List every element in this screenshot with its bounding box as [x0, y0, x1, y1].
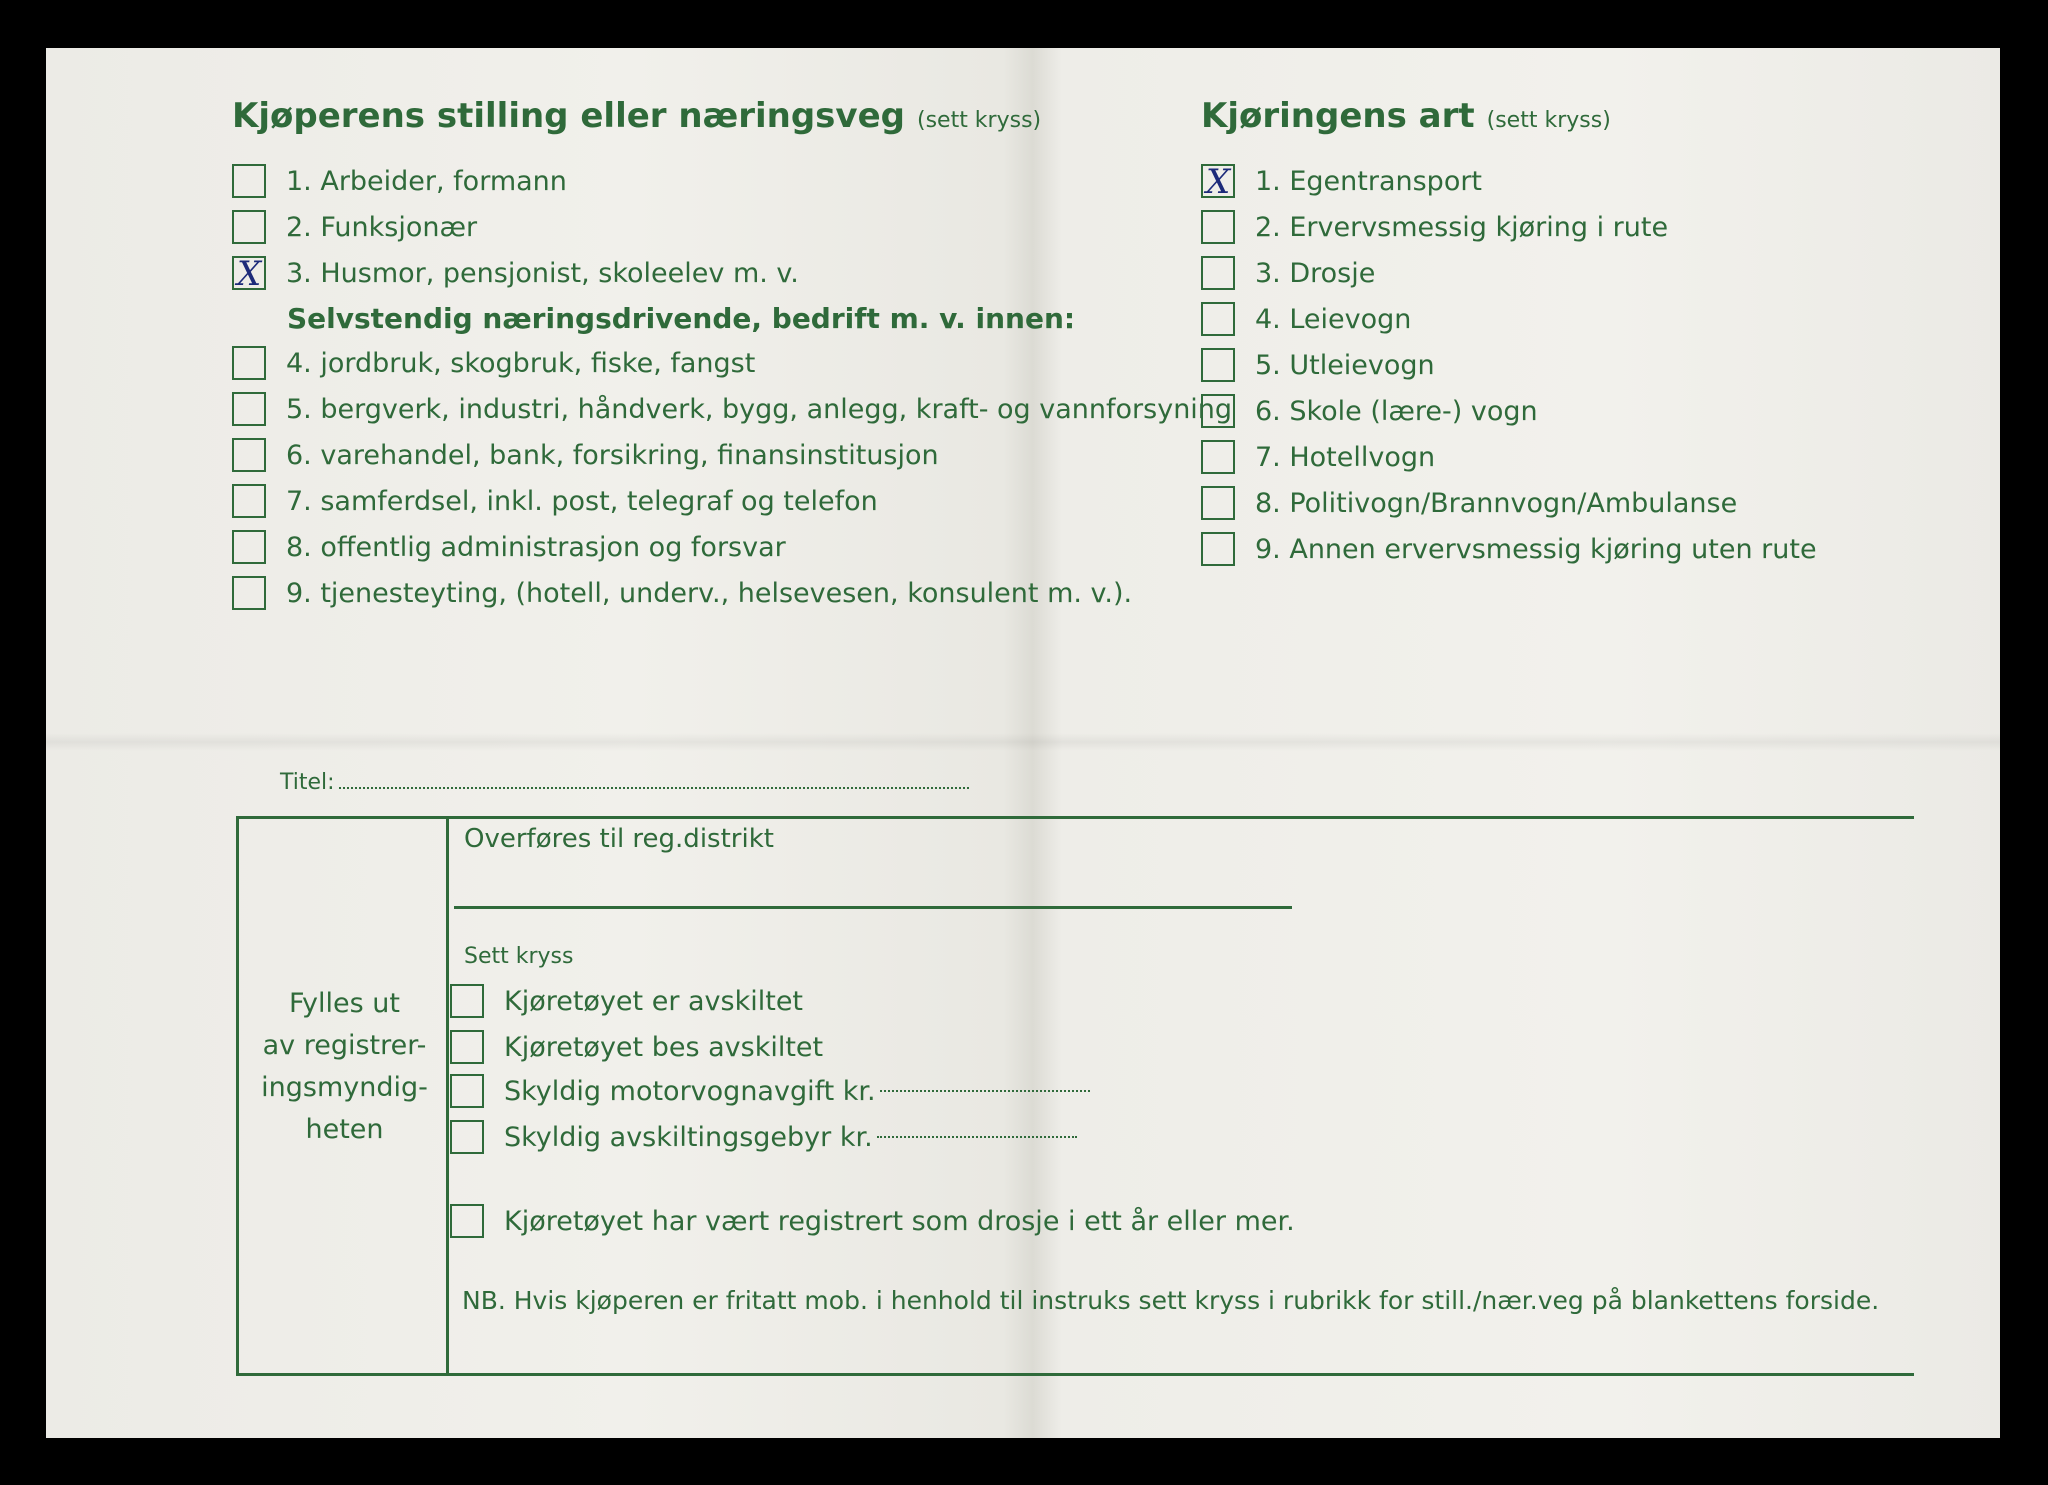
- side-label-line: av registrer-: [262, 1030, 427, 1061]
- occupation-option-2: [232, 386, 1232, 432]
- occupation-option-label: 3. Husmor, pensjonist, skoleelev m. v.: [286, 257, 799, 289]
- occupation-option-2: [232, 204, 1232, 250]
- occupation-option-5: [232, 524, 1232, 570]
- driving-type-option-5: [1201, 342, 1817, 388]
- driving-type-option-4: [1201, 296, 1817, 342]
- vehicle-tax-amount-line[interactable]: [880, 1090, 1090, 1092]
- driving-type-option-label: 8. Politivogn/Brannvogn/Ambulanse: [1255, 487, 1738, 519]
- driving-type-checkbox[interactable]: [1201, 394, 1235, 428]
- occupation-option-label: 4. jordbruk, skogbruk, fiske, fangst: [286, 347, 756, 379]
- driving-type-checkbox[interactable]: [1201, 532, 1235, 566]
- driving-type-checkbox[interactable]: [1201, 348, 1235, 382]
- check-label: Kjøretøyet har vært registrert som drosje i ett år eller mer.: [504, 1205, 1295, 1237]
- driving-type-title: Kjøringens art: [1201, 96, 1475, 136]
- titel-dotted-line: [339, 787, 969, 789]
- occupation-option-label: 6. varehandel, bank, forsikring, finansinstitusjon: [286, 439, 939, 471]
- check-instruction: Sett kryss: [464, 944, 574, 969]
- checkbox-remove-plates[interactable]: [450, 1030, 484, 1064]
- titel-label: Titel:: [280, 770, 335, 795]
- driving-type-option-9: [1201, 526, 1817, 572]
- occupation-option-6: [232, 570, 1232, 616]
- transfer-district-line[interactable]: [454, 906, 1292, 909]
- occupation-option-label: 1. Arbeider, formann: [286, 165, 567, 197]
- checkbox-taxi-history[interactable]: [450, 1204, 484, 1238]
- nb-note: NB. Hvis kjøperen er fritatt mob. i henhold til instruks sett kryss i rubrikk for still./nær.veg på blankettens forside.: [462, 1286, 1880, 1315]
- check-row-plates-removed: [450, 978, 803, 1024]
- transfer-district-label: Overføres til reg.distrikt: [464, 824, 774, 854]
- buyer-occupation-heading: [232, 96, 1232, 136]
- driving-type-option-6: [1201, 388, 1817, 434]
- driving-type-option-2: [1201, 204, 1817, 250]
- occupation-checkbox[interactable]: [232, 392, 266, 426]
- occupation-checkbox[interactable]: [232, 530, 266, 564]
- self-employed-subheading: Selvstendig næringsdrivende, bedrift m. v. innen:: [287, 301, 1076, 335]
- driving-type-option-label: 1. Egentransport: [1255, 165, 1483, 197]
- checkbox-plates-removed[interactable]: [450, 984, 484, 1018]
- driving-type-section: [1201, 96, 1817, 572]
- buyer-occupation-hint: (sett kryss): [916, 108, 1042, 133]
- titel-field[interactable]: [280, 770, 969, 795]
- driving-type-hint: (sett kryss): [1486, 108, 1611, 133]
- occupation-option-label: 2. Funksjonær: [286, 211, 478, 243]
- driving-type-option-label: 2. Ervervsmessig kjøring i rute: [1255, 211, 1669, 243]
- driving-type-option-label: 7. Hotellvogn: [1255, 441, 1436, 473]
- driving-type-option-label: 6. Skole (lære-) vogn: [1255, 395, 1538, 427]
- occupation-checkbox-checked[interactable]: [232, 256, 266, 290]
- driving-type-checkbox[interactable]: [1201, 210, 1235, 244]
- checkbox-vehicle-tax[interactable]: [450, 1074, 484, 1108]
- occupation-checkbox[interactable]: [232, 484, 266, 518]
- side-label-line: ingsmyndig-: [261, 1072, 428, 1103]
- occupation-option-3: [232, 432, 1232, 478]
- driving-type-option-3: [1201, 250, 1817, 296]
- occupation-option-1: [232, 340, 1232, 386]
- occupation-option-label: 9. tjenesteyting, (hotell, underv., helsevesen, konsulent m. v.).: [286, 577, 1133, 609]
- driving-type-option-label: 4. Leievogn: [1255, 303, 1412, 335]
- check-label: Skyldig motorvognavgift kr.: [504, 1075, 876, 1107]
- driving-type-option-label: 3. Drosje: [1255, 257, 1376, 289]
- driving-type-checkbox[interactable]: [1201, 256, 1235, 290]
- occupation-option-label: 8. offentlig administrasjon og forsvar: [286, 531, 786, 563]
- buyer-occupation-section: [232, 96, 1232, 616]
- driving-type-option-1: [1201, 158, 1817, 204]
- plate-fee-amount-line[interactable]: [877, 1136, 1077, 1138]
- driving-type-checkbox[interactable]: [1201, 440, 1235, 474]
- check-label: Kjøretøyet bes avskiltet: [504, 1031, 824, 1063]
- occupation-checkbox[interactable]: [232, 438, 266, 472]
- buyer-occupation-title: Kjøperens stilling eller næringsveg: [232, 96, 905, 136]
- check-label: Skyldig avskiltingsgebyr kr.: [504, 1121, 873, 1153]
- occupation-option-label: 5. bergverk, industri, håndverk, bygg, anlegg, kraft- og vannforsyning: [286, 393, 1233, 425]
- driving-type-option-7: [1201, 434, 1817, 480]
- form-paper: [46, 48, 2000, 1438]
- panel-left-rule: [236, 816, 239, 1376]
- check-row-plate-fee: [450, 1114, 1077, 1160]
- driving-type-checkbox-checked[interactable]: [1201, 164, 1235, 198]
- panel-bottom-rule: [236, 1373, 1914, 1376]
- driving-type-option-label: 9. Annen ervervsmessig kjøring uten rute: [1255, 533, 1817, 565]
- occupation-checkbox[interactable]: [232, 346, 266, 380]
- occupation-option-4: [232, 478, 1232, 524]
- occupation-checkbox[interactable]: [232, 164, 266, 198]
- check-label: Kjøretøyet er avskiltet: [504, 985, 804, 1017]
- checkbox-plate-fee[interactable]: [450, 1120, 484, 1154]
- side-label-line: heten: [305, 1114, 384, 1145]
- check-row-taxi-history: [450, 1198, 1295, 1244]
- side-label-line: Fylles ut: [289, 988, 400, 1019]
- check-row-remove-plates: [450, 1024, 823, 1070]
- occupation-option-3: [232, 250, 1232, 296]
- driving-type-heading: [1201, 96, 1817, 136]
- occupation-checkbox[interactable]: [232, 210, 266, 244]
- occupation-option-1: [232, 158, 1232, 204]
- driving-type-checkbox[interactable]: [1201, 302, 1235, 336]
- driving-type-option-8: [1201, 480, 1817, 526]
- driving-type-checkbox[interactable]: [1201, 486, 1235, 520]
- check-row-vehicle-tax: [450, 1068, 1090, 1114]
- occupation-option-label: 7. samferdsel, inkl. post, telegraf og telefon: [286, 485, 878, 517]
- registration-authority-label: [242, 983, 447, 1151]
- occupation-checkbox[interactable]: [232, 576, 266, 610]
- panel-top-rule: [236, 816, 1914, 819]
- driving-type-option-label: 5. Utleievogn: [1255, 349, 1435, 381]
